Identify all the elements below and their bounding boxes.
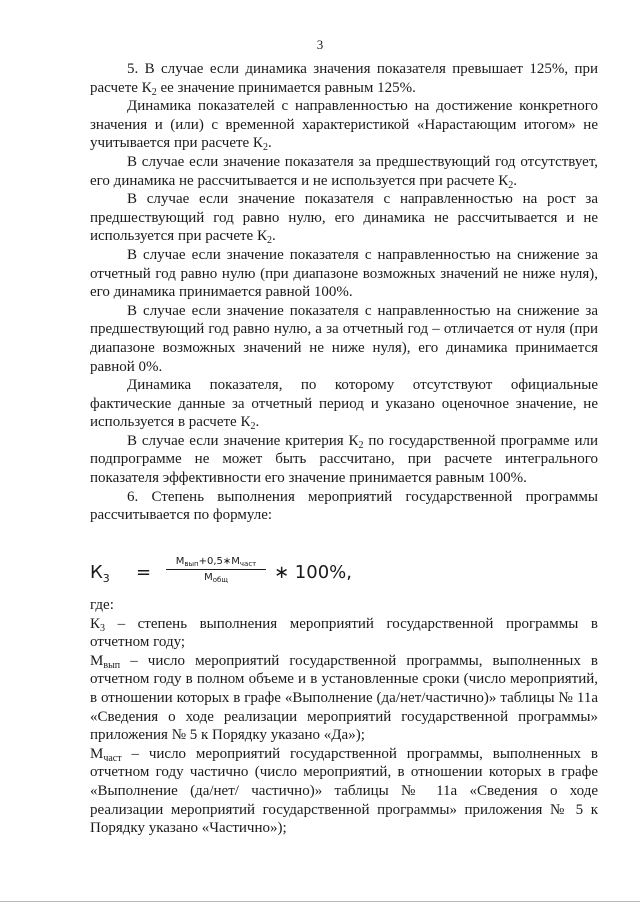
page-bottom-edge — [0, 901, 640, 902]
paragraph-growth-zero: В случае если значение показателя с направленностью на рост за предшествующий год равно нулю, его динамика не рассчитывается и не используется при расчете $К_2$. — [90, 191, 598, 247]
paragraph-cumulative: Динамика показателей с направленностью на достижение конкретного значения и (или) с временной характеристикой «Нарастающим итогом» не учитывается при расчете $К_2$. — [90, 98, 598, 154]
paragraph-estimated-value: Динамика показателя, по которому отсутствуют официальные фактические данные за отчетный период и указано оценочное значение, не используется в расчете $К_2$. — [90, 377, 598, 433]
definition-k3: $К_3$ – степень выполнения мероприятий государственной программы в отчетном году; — [90, 615, 598, 651]
paragraph-cap-125: 5. В случае если динамика значения показателя превышает 125%, при расчете $К_2$ ее значение принимается равным 125%. — [90, 61, 598, 98]
definition-m-chast: $М_{част}$ – число мероприятий государственной программы, выполненных в отчетном году частично (число мероприятий, в отношении которых в графе «Выполнение (да/нет/ частично)» таблицы № 11а «Сведения о ходе реализации мероприятий государственной программы» приложения № 5 к Порядку указано «Частично»); — [90, 745, 598, 837]
definition-m-vyp: $М_{вып}$ – число мероприятий государственной программы, выполненных в отчетном году в полном объеме и в установленные сроки (число мероприятий, в отношении которых в графе «Выполнение (да/нет/частично)» таблицы № 11а «Сведения о ходе реализации мероприятий государственной программы» приложения № 5 к Порядку указано «Да»); — [90, 652, 598, 744]
page-number: 3 — [316, 37, 324, 52]
paragraph-missing-previous: В случае если значение показателя за предшествующий год отсутствует, его динамика не рассчитывается и не используется при расчете $К_2$. — [90, 153, 598, 191]
paragraph-decrease-previous-zero: В случае если значение показателя с направленностью на снижение за предшествующий год равно нулю, а за отчетный год – отличается от нуля (при диапазоне возможных значений не ниже нуля), его динамика принимается равной 0%. — [90, 302, 598, 375]
formula-fraction — [166, 556, 266, 583]
where-label: где: — [90, 597, 114, 613]
paragraph-execution-degree: 6. Степень выполнения мероприятий государственной программы рассчитывается по формуле: — [90, 488, 598, 524]
formula-equals: = — [136, 562, 152, 583]
formula-denominator: $М_{общ}$ — [204, 572, 228, 584]
formula-multiplier: ∗ 100%, — [274, 562, 352, 583]
formula-lhs: $К_3$ — [90, 562, 110, 585]
paragraph-decrease-current-zero: В случае если значение показателя с направленностью на снижение за отчетный год равно нулю (при диапазоне возможных значений не ниже нуля), его динамика принимается равной 100%. — [90, 246, 598, 301]
body-text — [90, 60, 598, 525]
definitions — [90, 596, 598, 838]
paragraph-criterion-not-calculable: В случае если значение критерия $К_2$ по государственной программе или подпрограмме не может быть рассчитано, при расчете интегрального показателя эффективности его значение принимается равным 100%. — [90, 432, 599, 487]
formula-numerator: $М_{вып}+0,5∗М_{част}$ — [175, 556, 257, 568]
formula-k3 — [90, 556, 598, 596]
